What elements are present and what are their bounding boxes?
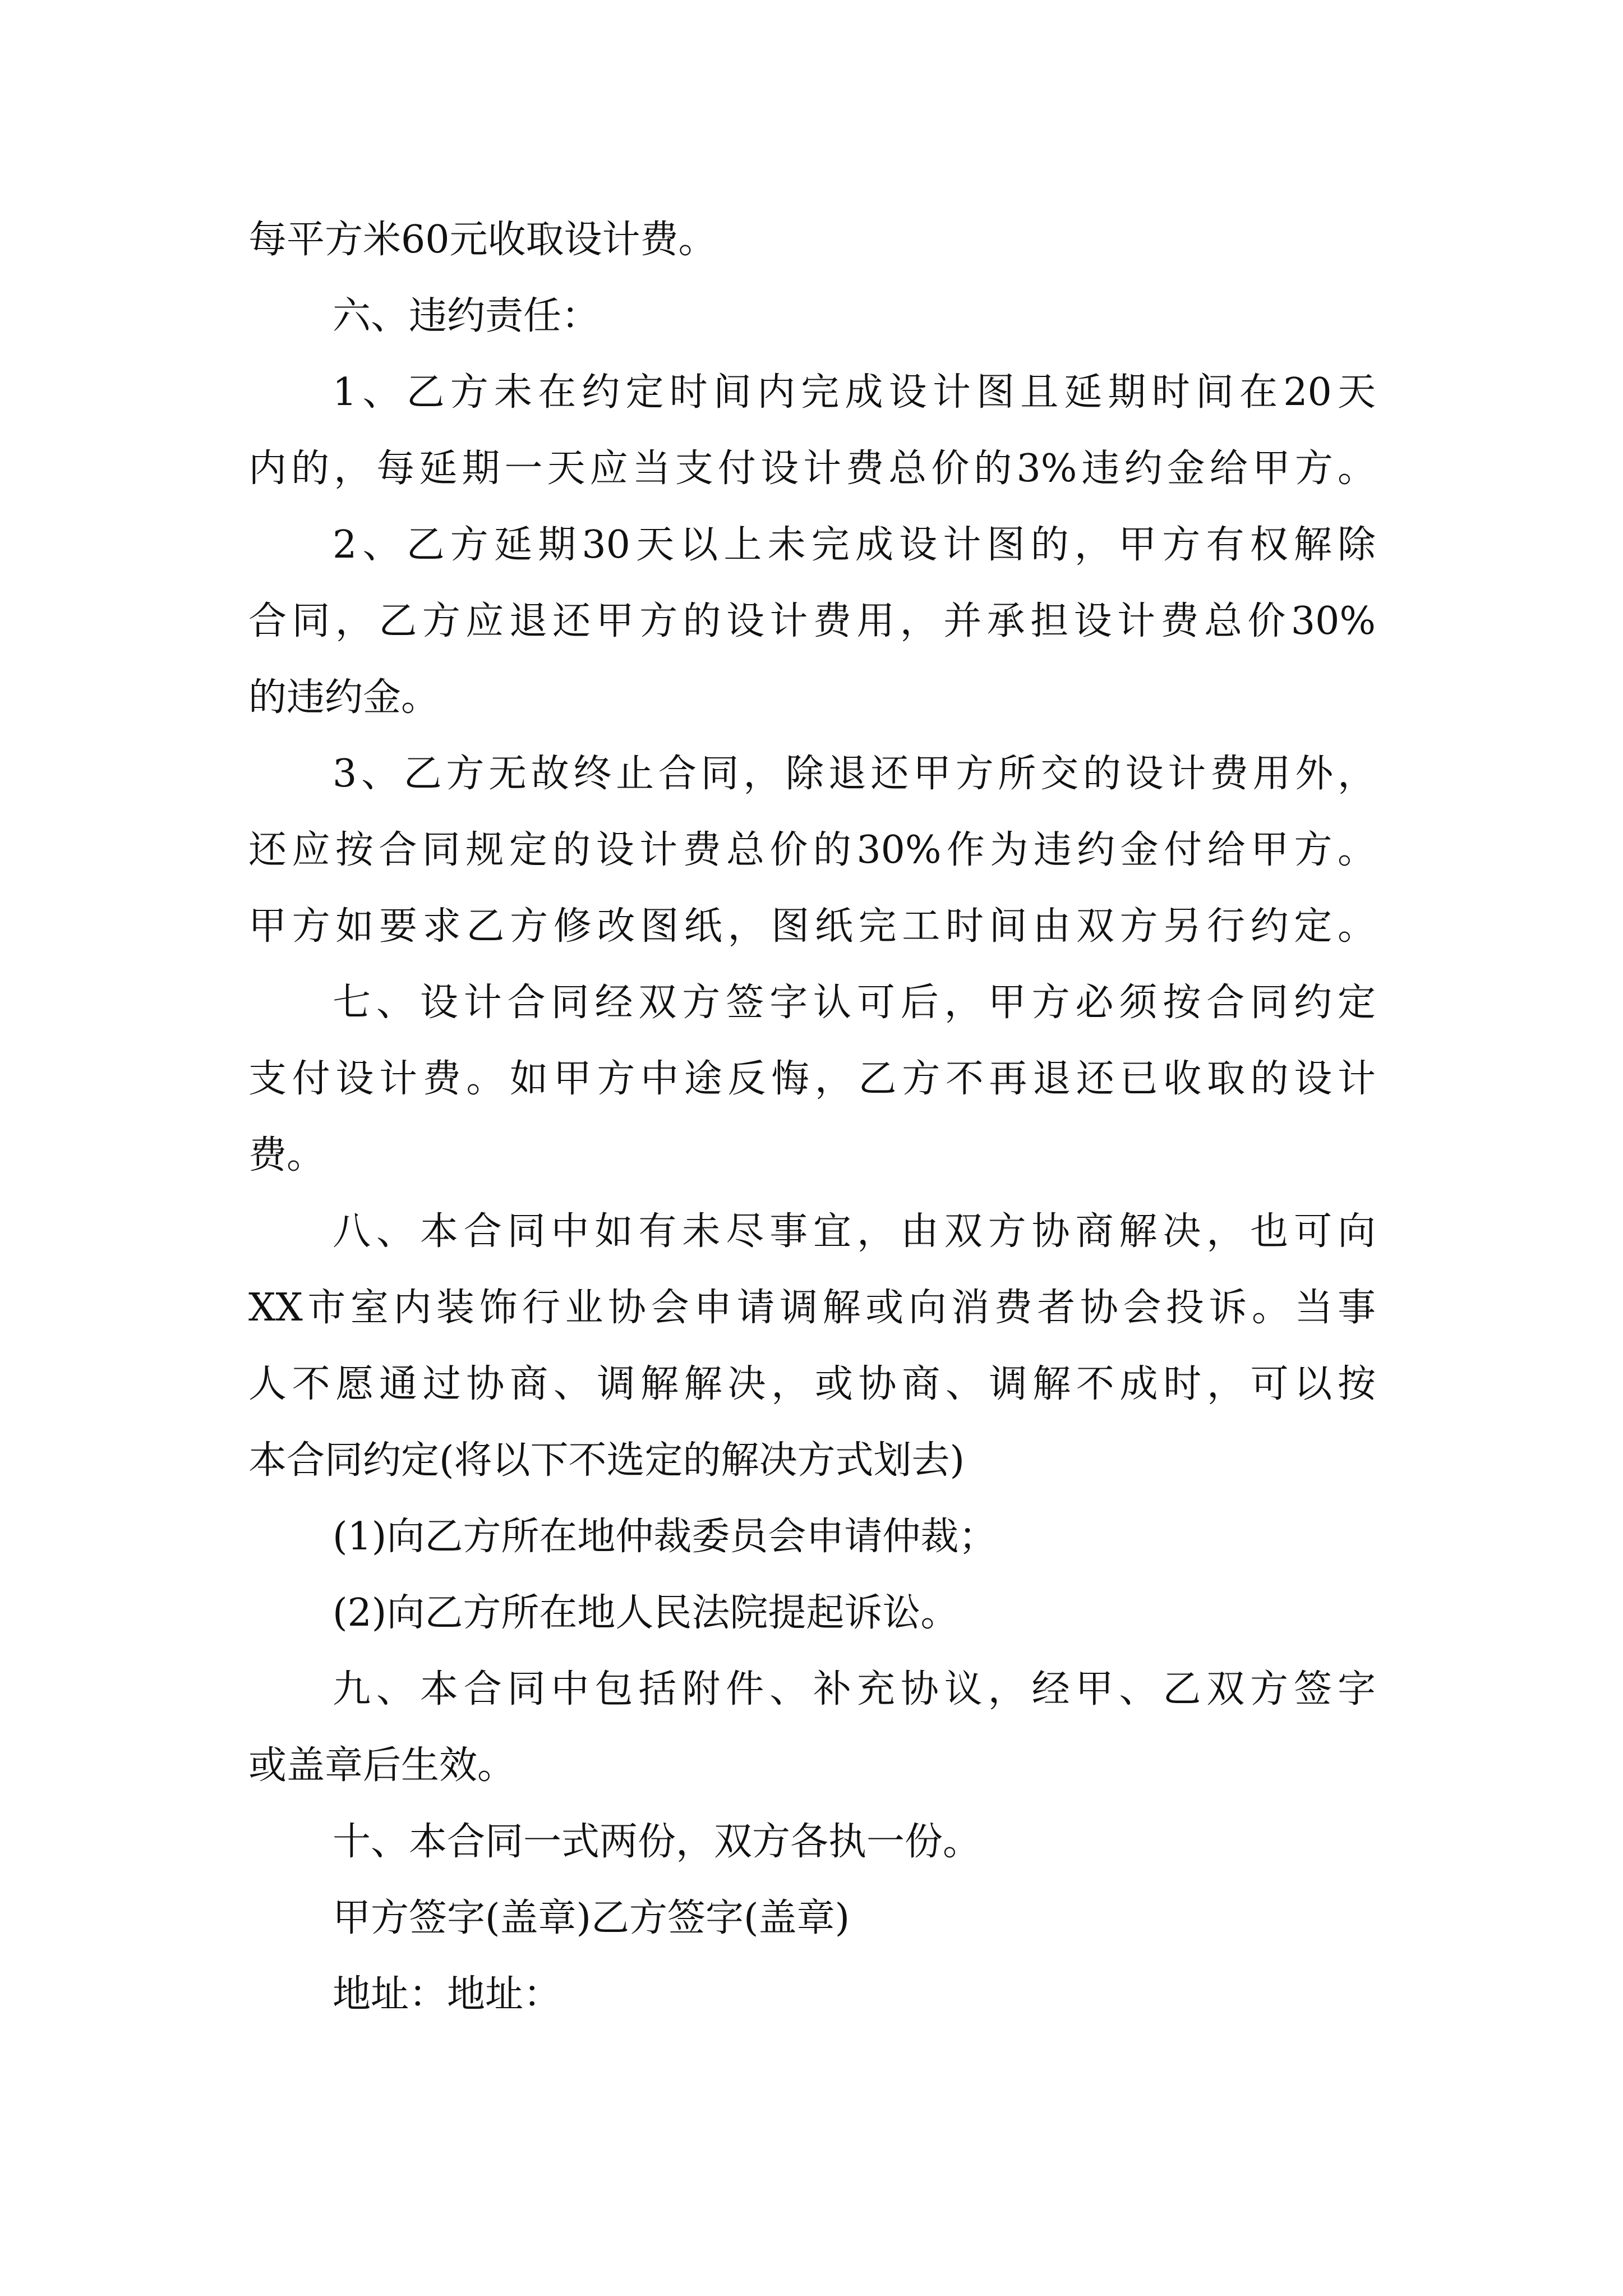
- signature-line: 甲方签字(盖章)乙方签字(盖章): [333, 1896, 850, 1940]
- paragraph-line: 内的，每延期一天应当支付设计费总价的3%违约金给甲方。: [248, 447, 1376, 491]
- paragraph-line: XX市室内装饰行业协会申请调解或向消费者协会投诉。当事: [248, 1286, 1376, 1330]
- address-line: 地址：地址：: [333, 1972, 562, 2017]
- paragraph-line: 人不愿通过协商、调解解决，或协商、调解不成时，可以按: [248, 1362, 1376, 1406]
- paragraph-line: 甲方如要求乙方修改图纸，图纸完工时间由双方另行约定。: [248, 904, 1376, 949]
- list-item: (1)向乙方所在地仲裁委员会申请仲裁；: [333, 1515, 997, 1559]
- paragraph-line: 七、设计合同经双方签字认可后，甲方必须按合同约定: [333, 981, 1376, 1025]
- paragraph-line: 2、乙方延期30天以上未完成设计图的，甲方有权解除: [333, 523, 1376, 567]
- paragraph-line: 每平方米60元收取设计费。: [248, 218, 717, 262]
- paragraph-line: 还应按合同规定的设计费总价的30%作为违约金付给甲方。: [248, 828, 1376, 872]
- section-heading: 六、违约责任：: [333, 294, 600, 338]
- paragraph-line: 或盖章后生效。: [248, 1743, 516, 1788]
- paragraph-line: 费。: [248, 1133, 325, 1177]
- paragraph-line: 本合同约定(将以下不选定的解决方式划去): [248, 1438, 965, 1483]
- paragraph-line: 3、乙方无故终止合同，除退还甲方所交的设计费用外，: [333, 752, 1376, 796]
- paragraph-line: 的违约金。: [248, 675, 440, 720]
- paragraph-line: 八、本合同中如有未尽事宜，由双方协商解决，也可向: [333, 1209, 1376, 1254]
- paragraph-line: 九、本合同中包括附件、补充协议，经甲、乙双方签字: [333, 1667, 1376, 1711]
- paragraph-line: 十、本合同一式两份，双方各执一份。: [333, 1820, 981, 1864]
- document-body: [248, 202, 1376, 2033]
- paragraph-line: 1、乙方未在约定时间内完成设计图且延期时间在20天: [333, 370, 1376, 415]
- paragraph-line: 合同，乙方应退还甲方的设计费用，并承担设计费总价30%: [248, 599, 1376, 643]
- paragraph-line: 支付设计费。如甲方中途反悔，乙方不再退还已收取的设计: [248, 1057, 1376, 1101]
- list-item: (2)向乙方所在地人民法院提起诉讼。: [333, 1591, 959, 1635]
